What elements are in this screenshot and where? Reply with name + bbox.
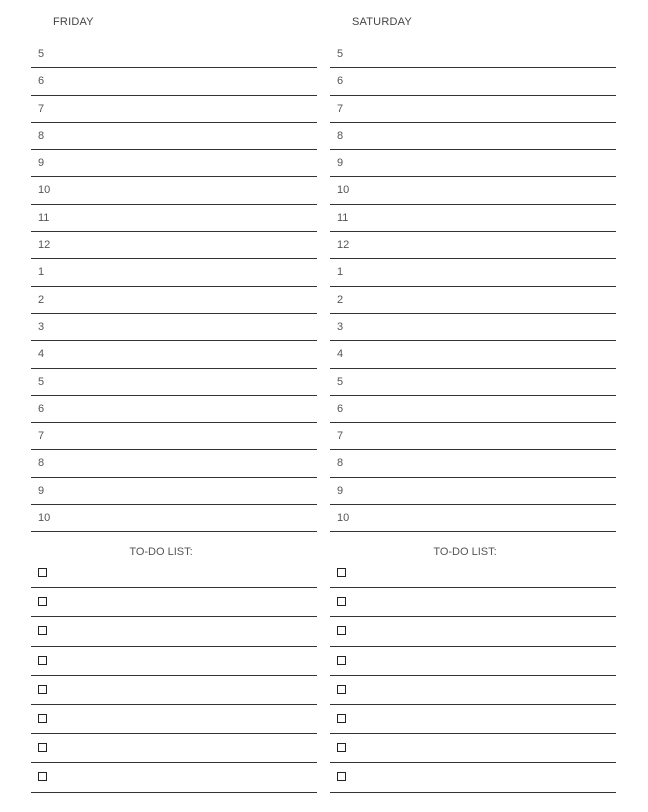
todo-list xyxy=(31,559,317,793)
hour-row[interactable] xyxy=(330,505,616,532)
hour-row[interactable] xyxy=(330,341,616,368)
hour-row[interactable] xyxy=(330,314,616,341)
hour-label: 12 xyxy=(38,239,51,252)
hour-label: 4 xyxy=(38,348,45,361)
checkbox[interactable] xyxy=(337,714,346,723)
hour-label: 7 xyxy=(337,102,344,115)
hour-row[interactable] xyxy=(31,68,317,95)
hour-row[interactable] xyxy=(31,205,317,232)
hour-row[interactable] xyxy=(31,232,317,259)
todo-item[interactable] xyxy=(330,763,616,792)
todo-item[interactable] xyxy=(330,734,616,763)
hour-label: 10 xyxy=(337,512,350,525)
todo-item[interactable] xyxy=(31,705,317,734)
checkbox[interactable] xyxy=(38,743,47,752)
todo-item[interactable] xyxy=(330,588,616,617)
hour-label: 10 xyxy=(337,184,350,197)
hour-row[interactable] xyxy=(330,259,616,286)
hour-row[interactable] xyxy=(330,396,616,423)
hour-row[interactable] xyxy=(330,177,616,204)
hour-label: 8 xyxy=(38,129,45,142)
hour-row[interactable] xyxy=(330,150,616,177)
todo-item[interactable] xyxy=(31,617,317,646)
hour-label: 1 xyxy=(38,266,45,279)
hour-label: 3 xyxy=(337,320,344,333)
hour-row[interactable] xyxy=(31,450,317,477)
todo-item[interactable] xyxy=(31,763,317,792)
hour-label: 4 xyxy=(337,348,344,361)
hour-list xyxy=(31,41,317,532)
todo-item[interactable] xyxy=(330,559,616,588)
hour-label: 5 xyxy=(38,48,45,60)
hour-label: 8 xyxy=(337,457,344,470)
hour-row[interactable] xyxy=(330,287,616,314)
checkbox[interactable] xyxy=(337,568,346,577)
todo-list-title: TO-DO LIST: xyxy=(433,546,497,558)
checkbox[interactable] xyxy=(337,626,346,635)
hour-label: 12 xyxy=(337,239,350,252)
hour-label: 6 xyxy=(38,402,45,415)
checkbox[interactable] xyxy=(38,597,47,606)
hour-row[interactable] xyxy=(31,41,317,68)
hour-row[interactable] xyxy=(31,505,317,532)
hour-label: 7 xyxy=(337,430,344,443)
hour-row[interactable] xyxy=(330,123,616,150)
hour-label: 7 xyxy=(38,102,45,115)
hour-label: 9 xyxy=(337,157,344,170)
hour-row[interactable] xyxy=(31,341,317,368)
hour-label: 1 xyxy=(337,266,344,279)
hour-label: 11 xyxy=(337,211,349,224)
hour-row[interactable] xyxy=(330,423,616,450)
hour-row[interactable] xyxy=(31,259,317,286)
hour-row[interactable] xyxy=(330,96,616,123)
hour-label: 9 xyxy=(38,157,45,170)
hour-row[interactable] xyxy=(31,150,317,177)
hour-label: 8 xyxy=(337,129,344,142)
todo-list xyxy=(330,559,616,793)
hour-row[interactable] xyxy=(330,450,616,477)
checkbox[interactable] xyxy=(337,743,346,752)
hour-row[interactable] xyxy=(31,478,317,505)
hour-row[interactable] xyxy=(330,369,616,396)
checkbox[interactable] xyxy=(38,568,47,577)
hour-label: 7 xyxy=(38,430,45,443)
checkbox[interactable] xyxy=(38,772,47,781)
todo-item[interactable] xyxy=(330,676,616,705)
hour-label: 2 xyxy=(337,293,344,306)
checkbox[interactable] xyxy=(38,656,47,665)
hour-label: 6 xyxy=(38,75,45,88)
hour-row[interactable] xyxy=(31,423,317,450)
hour-label: 11 xyxy=(38,211,50,224)
todo-item[interactable] xyxy=(31,647,317,676)
hour-label: 3 xyxy=(38,320,45,333)
todo-item[interactable] xyxy=(330,617,616,646)
hour-row[interactable] xyxy=(31,96,317,123)
checkbox[interactable] xyxy=(337,597,346,606)
hour-row[interactable] xyxy=(31,314,317,341)
hour-row[interactable] xyxy=(330,478,616,505)
hour-row[interactable] xyxy=(330,68,616,95)
hour-label: 5 xyxy=(38,375,45,388)
hour-row[interactable] xyxy=(31,396,317,423)
hour-label: 9 xyxy=(38,484,45,497)
hour-row[interactable] xyxy=(31,123,317,150)
hour-row[interactable] xyxy=(31,287,317,314)
checkbox[interactable] xyxy=(337,685,346,694)
hour-row[interactable] xyxy=(31,369,317,396)
checkbox[interactable] xyxy=(337,772,346,781)
hour-label: 10 xyxy=(38,512,51,525)
day-title: SATURDAY xyxy=(352,16,412,28)
todo-list-title: TO-DO LIST: xyxy=(129,546,193,558)
hour-list xyxy=(330,41,616,532)
hour-label: 2 xyxy=(38,293,45,306)
checkbox[interactable] xyxy=(38,714,47,723)
hour-label: 9 xyxy=(337,484,344,497)
todo-item[interactable] xyxy=(330,647,616,676)
checkbox[interactable] xyxy=(38,685,47,694)
hour-row[interactable] xyxy=(31,177,317,204)
hour-row[interactable] xyxy=(330,205,616,232)
todo-item[interactable] xyxy=(31,559,317,588)
hour-row[interactable] xyxy=(330,41,616,68)
hour-label: 6 xyxy=(337,75,344,88)
todo-item[interactable] xyxy=(31,588,317,617)
checkbox[interactable] xyxy=(38,626,47,635)
hour-row[interactable] xyxy=(330,232,616,259)
hour-label: 8 xyxy=(38,457,45,470)
hour-label: 5 xyxy=(337,375,344,388)
todo-item[interactable] xyxy=(330,705,616,734)
day-title: FRIDAY xyxy=(53,16,94,28)
checkbox[interactable] xyxy=(337,656,346,665)
todo-item[interactable] xyxy=(31,734,317,763)
hour-label: 10 xyxy=(38,184,51,197)
todo-item[interactable] xyxy=(31,676,317,705)
hour-label: 5 xyxy=(337,48,344,60)
hour-label: 6 xyxy=(337,402,344,415)
